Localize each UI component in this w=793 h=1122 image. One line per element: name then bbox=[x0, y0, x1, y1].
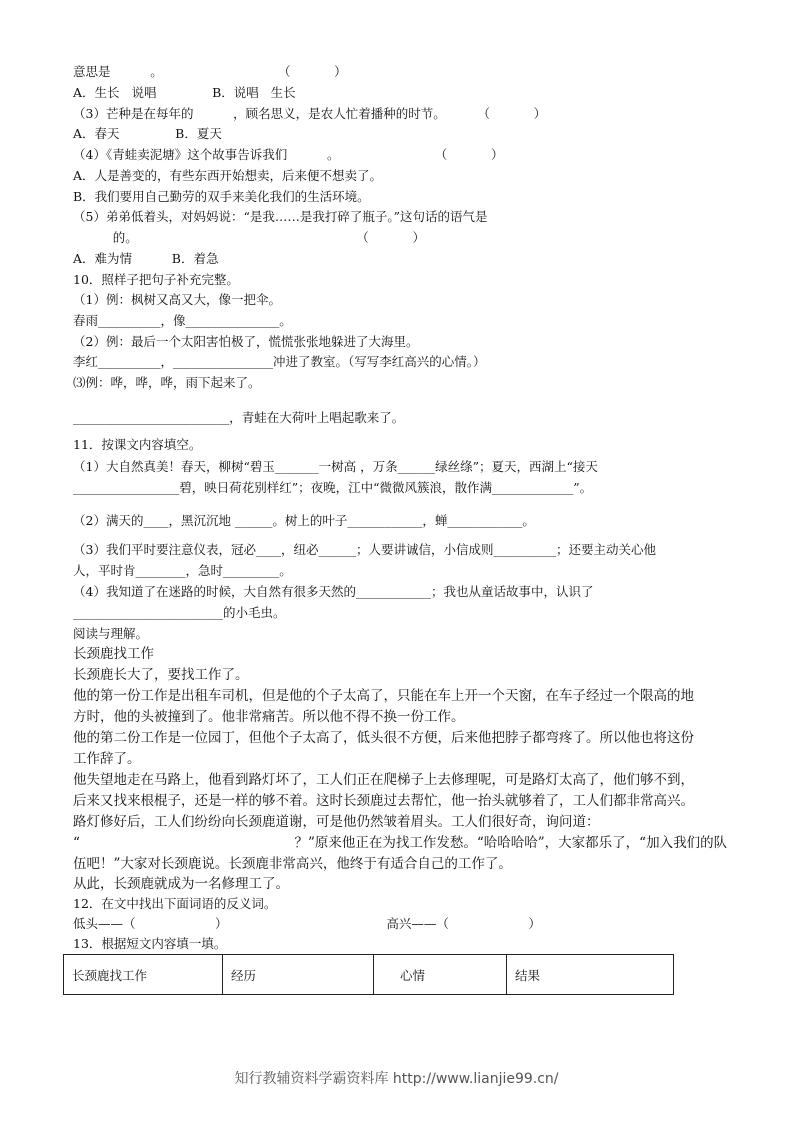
text-line: 意思是 。 （ ） bbox=[73, 64, 347, 79]
answer-table bbox=[63, 954, 674, 995]
text-line: A．生长 说唱 B．说唱 生长 bbox=[73, 85, 296, 100]
table-cell: 心情 bbox=[374, 955, 507, 995]
text-line: 人，平时肯________，急时_________。 bbox=[73, 563, 292, 578]
text-line: _________________________，青蛙在大荷叶上唱起歌来了。 bbox=[73, 410, 405, 425]
text-line: A．春天 B．夏天 bbox=[73, 126, 222, 141]
story-paragraph: 伍吧！”大家对长颈鹿说。长颈鹿非常高兴，他终于有适合自己的工作了。 bbox=[73, 856, 512, 872]
text-line: 春雨__________，像_______________。 bbox=[73, 313, 292, 328]
text-line: （5）弟弟低着头，对妈妈说：“是我……是我打碎了瓶子。”这句话的语气是 bbox=[73, 209, 488, 224]
table-cell: 长颈鹿找工作 bbox=[64, 955, 223, 995]
question-heading: 12．在文中找出下面词语的反义词。 bbox=[73, 896, 277, 911]
text-line: ⑶例：哗，哗，哗，雨下起来了。 bbox=[73, 375, 261, 390]
story-paragraph: 长颈鹿长大了，要找工作了。 bbox=[73, 667, 249, 683]
table-row bbox=[64, 955, 674, 995]
text-line: 低头——（ ） 高兴——（ ） bbox=[73, 916, 541, 931]
story-paragraph: 方时，他的头被撞到了。他非常痛苦。所以他不得不换一份工作。 bbox=[73, 709, 465, 725]
question-heading: 10．照样子把句子补充完整。 bbox=[73, 272, 239, 287]
story-title: 长颈鹿找工作 bbox=[73, 646, 154, 662]
table-cell: 结果 bbox=[507, 955, 674, 995]
story-paragraph: 他的第二份工作是一位园丁，但他个子太高了，低头很不方便，后来他把脖子都弯疼了。所以他也将这份 bbox=[73, 730, 694, 746]
text-line: （4）我知道了在迷路的时候，大自然有很多天然的____________；我也从童话故事中，认识了 bbox=[73, 584, 594, 599]
text-line: （1）例：枫树又高又大，像一把伞。 bbox=[73, 292, 281, 307]
text-line: （2）例：最后一个太阳害怕极了，慌慌张张地躲进了大海里。 bbox=[73, 334, 419, 349]
text-line: （2）满天的____，黑沉沉地 ______。树上的叶子____________，蝉____________。 bbox=[73, 513, 535, 528]
table-cell: 经历 bbox=[223, 955, 374, 995]
footer-watermark: 知行教辅资料学霸资料库 http://www.lianjie99.cn/ bbox=[234, 1071, 559, 1087]
question-heading: 13．根据短文内容填一填。 bbox=[73, 936, 227, 951]
text-line: A．难为情 B．着急 bbox=[73, 251, 219, 266]
text-line: 的。 （ ） bbox=[73, 230, 425, 245]
text-line: （3）我们平时要注意仪表，冠必____，纽必______；人要讲诚信，小信成则__________；还要主动关心他 bbox=[73, 542, 656, 557]
story-paragraph: 从此，长颈鹿就成为一名修理工了。 bbox=[73, 876, 289, 892]
question-heading: 11．按课文内容填空。 bbox=[73, 437, 202, 452]
text-line: _________________碧，映日荷花别样红”；夜晚，江中“微微风簇浪，散作满_____________”。 bbox=[73, 480, 593, 495]
story-paragraph: 工作辞了。 bbox=[73, 751, 141, 767]
section-heading: 阅读与理解。 bbox=[73, 626, 149, 641]
text-line: B．我们要用自己勤劳的双手来美化我们的生活环境。 bbox=[73, 189, 370, 204]
text-line: （3）芒种是在每年的 ，顾名思义，是农人忙着播种的时节。 （ ） bbox=[73, 106, 547, 121]
text-line: 李红__________，________________冲进了教室。（写写李红高兴的心情。） bbox=[73, 354, 486, 369]
story-paragraph: “ ？”原来他正在为找工作发愁。“哈哈哈哈”，大家都乐了，“加入我们的队 bbox=[73, 835, 728, 851]
text-line: ________________________的小毛虫。 bbox=[73, 605, 286, 620]
text-line: A．人是善变的，有些东西开始想卖，后来便不想卖了。 bbox=[73, 168, 383, 183]
story-paragraph: 他失望地走在马路上，他看到路灯坏了，工人们正在爬梯子上去修理呢，可是路灯太高了，他们够不到， bbox=[73, 772, 694, 788]
text-line: （1）大自然真美！春天，柳树“碧玉_______一树高 ，万条______绿丝绦”；夏天，西湖上“接天 bbox=[73, 459, 598, 474]
story-paragraph: 后来又找来根棍子，还是一样的够不着。这时长颈鹿过去帮忙，他一抬头就够着了，工人们都非常高兴。 bbox=[73, 793, 694, 809]
story-paragraph: 他的第一份工作是出租车司机，但是他的个子太高了，只能在车上开一个天窗，在车子经过一个限高的地 bbox=[73, 688, 694, 704]
story-paragraph: 路灯修好后，工人们纷纷向长颈鹿道谢，可是他仍然皱着眉头。工人们很好奇，询问道： bbox=[73, 814, 600, 830]
text-line: （4）《青蛙卖泥塘》这个故事告诉我们 。 （ ） bbox=[73, 147, 504, 162]
